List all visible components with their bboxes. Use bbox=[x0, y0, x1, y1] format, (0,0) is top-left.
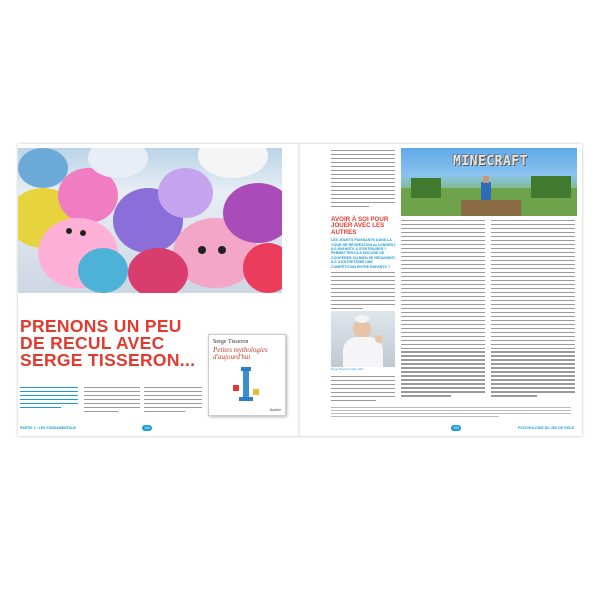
body-column bbox=[401, 220, 485, 399]
column-illustration bbox=[231, 365, 261, 405]
left-page bbox=[18, 144, 299, 436]
book-title: Petites mythologies d'aujourd'hui bbox=[213, 346, 268, 361]
body-column bbox=[331, 272, 395, 312]
body-column bbox=[84, 387, 140, 415]
right-folio: PSYCHOLOGIE DU JEU DE RÔLE bbox=[517, 426, 574, 430]
body-column bbox=[491, 220, 575, 399]
book-author: Serge Tisseron bbox=[213, 339, 249, 345]
intro-paragraph bbox=[20, 387, 78, 411]
portrait-caption: Serge Tisseron à Vitré, 2011 bbox=[331, 368, 364, 371]
subhead-title: AVOIR À SOI POUR JOUER AVEC LES AUTRES bbox=[331, 216, 389, 236]
sidebar-subhead bbox=[331, 217, 397, 269]
minecraft-image bbox=[401, 148, 577, 216]
body-column bbox=[144, 387, 202, 415]
right-page bbox=[301, 144, 582, 436]
headline-line: SERGE TISSERON... bbox=[20, 350, 196, 370]
headline-line: DE RECUL AVEC bbox=[20, 333, 165, 353]
body-column bbox=[331, 150, 395, 210]
plush-toys-photo bbox=[18, 148, 282, 293]
headline-line: PRENONS UN PEU bbox=[20, 316, 182, 336]
subhead-text: LES JOUETS PUISSANTS DANS LA COUR DE RÉCRÉATION ALLONGENT-ILS ENFANTS À S'ENTRAIDER ? PERMETTENT-ILS ENCORE DE COOPÉRER OU BIEN SE RÉDUISENT-ILS À ENTRETENIR UNE COMPÉTITION ENTRE ENFANTS ? bbox=[331, 238, 397, 269]
book-publisher: Aubier bbox=[269, 407, 281, 412]
book-cover bbox=[208, 334, 286, 416]
right-page-number: 195 bbox=[451, 425, 461, 431]
minecraft-logo: MINECRAFT bbox=[453, 154, 528, 169]
serge-tisseron-photo bbox=[331, 311, 395, 367]
magazine-spread bbox=[18, 144, 582, 436]
body-column bbox=[331, 376, 395, 404]
footnotes bbox=[331, 407, 571, 419]
left-page-number: 194 bbox=[142, 425, 152, 431]
left-folio: PARTIE 1 • LES FONDAMENTAUX bbox=[20, 426, 76, 430]
